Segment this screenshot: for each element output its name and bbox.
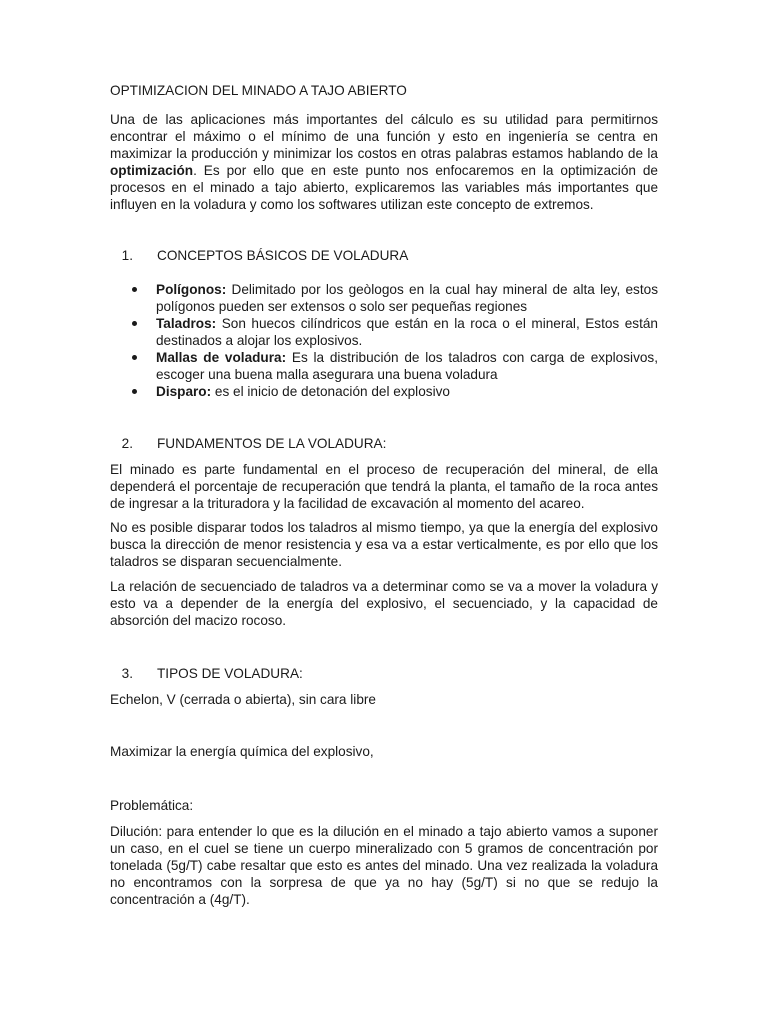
concept-term: Disparo: (156, 384, 212, 399)
intro-bold-term: optimización (110, 163, 194, 178)
concept-term: Mallas de voladura: (156, 350, 287, 365)
section-title: FUNDAMENTOS DE LA VOLADURA: (157, 436, 387, 451)
list-item (110, 281, 658, 315)
section-heading-3 (110, 665, 303, 682)
list-item (110, 349, 658, 383)
concept-term: Taladros: (156, 316, 217, 331)
section-number: 2. (121, 436, 133, 451)
concept-term: Polígonos: (156, 282, 227, 297)
bullet-icon (132, 355, 137, 360)
intro-paragraph (110, 111, 658, 213)
section-title: TIPOS DE VOLADURA: (157, 666, 303, 681)
section-heading-1 (110, 247, 408, 264)
problematica-label: Problemática: (110, 798, 194, 813)
section-title: CONCEPTOS BÁSICOS DE VOLADURA (157, 248, 409, 263)
concept-definition: Son huecos cilíndricos que están en la roca o el mineral, Estos están destinados a alojar los explosivos. (156, 316, 658, 348)
list-item (110, 315, 658, 349)
fundamentos-paragraph-1: El minado es parte fundamental en el proceso de recuperación del mineral, de ella dependerá el porcentaje de recuperación que tendrá la planta, el tamaño de la roca antes de ingresar a la trituradora y la facilidad de excavación al momento del acareo. (110, 462, 658, 511)
bullet-icon (132, 287, 137, 292)
dilucion-paragraph: Dilución: para entender lo que es la dilución en el minado a tajo abierto vamos a suponer un caso, en el cuel se tiene un cuerpo mineralizado con 5 gramos de concentración por tonelada (5g/T) cabe resaltar que esto es antes del minado. Una vez realizada la voladura no encontramos con la sorpresa de que ya no hay (5g/T) si no que se redujo la concentración a (4g/T). (110, 824, 658, 907)
concept-definition: Es la distribución de los taladros con carga de explosivos, escoger una buena malla asegurara una buena voladura (156, 350, 658, 382)
bullet-icon (132, 321, 137, 326)
concept-definition: Delimitado por los geòlogos en la cual hay mineral de alta ley, estos polígonos pueden ser extensos o solo ser pequeñas regiones (156, 282, 658, 314)
concept-definition: es el inicio de detonación del explosivo (211, 384, 450, 399)
document-title: OPTIMIZACION DEL MINADO A TAJO ABIERTO (110, 83, 407, 98)
maximizar-text: Maximizar la energía química del explosivo, (110, 744, 374, 759)
bullet-icon (132, 389, 137, 394)
section-heading-2 (110, 435, 386, 452)
intro-text-after: . Es por ello que en este punto nos enfocaremos en la optimización de procesos en el minado a tajo abierto, explicaremos las variables más importantes que influyen en la voladura y como los softwares utilizan este concepto de extremos. (110, 163, 658, 212)
section-number: 1. (121, 248, 133, 263)
section-number: 3. (121, 666, 133, 681)
intro-text-before: Una de las aplicaciones más importantes del cálculo es su utilidad para permitirnos encontrar el máximo o el mínimo de una función y esto en ingeniería se centra en maximizar la producción y minimizar los costos en otras palabras estamos hablando de la (110, 112, 658, 161)
fundamentos-paragraph-3: La relación de secuenciado de taladros va a determinar como se va a mover la voladura y esto va a depender de la energía del explosivo, el secuenciado, y la capacidad de absorción del macizo rocoso. (110, 579, 658, 628)
list-item (110, 383, 658, 400)
fundamentos-paragraph-2: No es posible disparar todos los taladros al mismo tiempo, ya que la energía del explosivo busca la dirección de menor resistencia y esa va a estar verticalmente, es por ello que los taladros se disparan secuencialmente. (110, 520, 658, 569)
tipos-voladura-text: Echelon, V (cerrada o abierta), sin cara libre (110, 692, 376, 707)
concepts-list (110, 281, 658, 400)
